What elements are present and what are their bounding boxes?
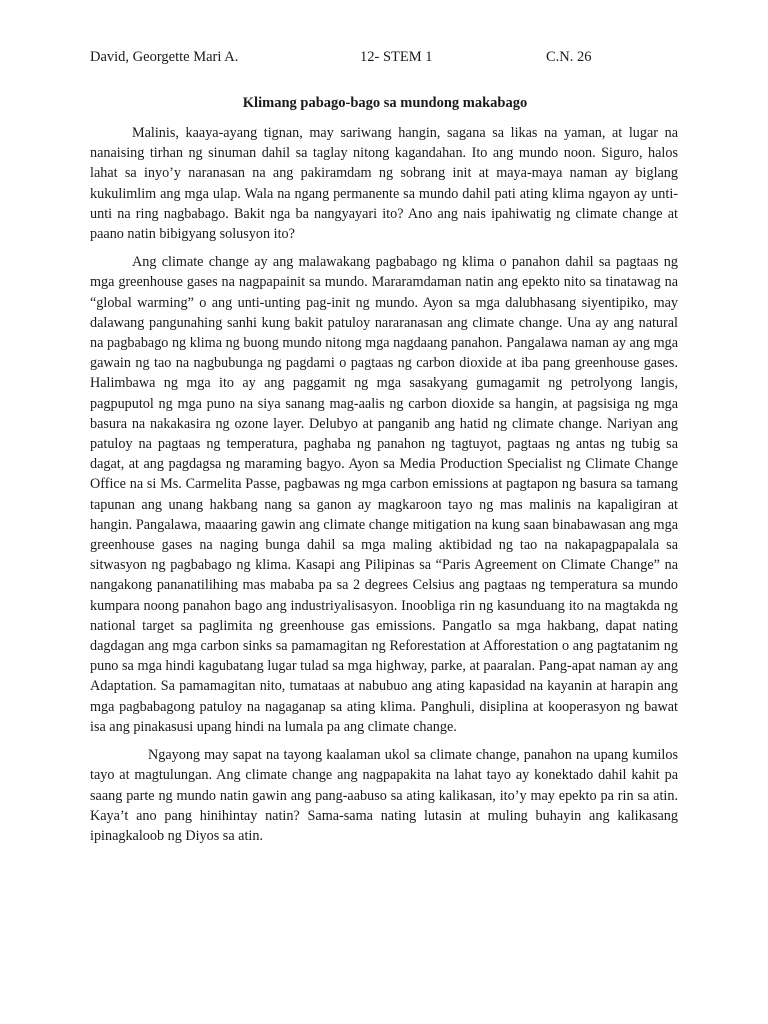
essay-paragraph-conclusion: Ngayong may sapat na tayong kaalaman ukol sa climate change, panahon na upang kumilos tayo at magtulungan. Ang climate change ang nagpapakita na lahat tayo ay konektado dahil kahit pa saang parte ng mundo natin gawin ang pang-aabuso sa ating kalikasan, ito’y may epekto pa rin sa atin. Kaya’t ano pang hinihintay natin? Sama-sama nating lutasin at muling buhayin ang kalikasang ipinagkaloob ng Diyos sa atin. (90, 747, 678, 844)
essay-body (90, 123, 678, 854)
class-number: C.N. 26 (546, 49, 592, 65)
essay-paragraph-intro: Malinis, kaaya-ayang tignan, may sariwang hangin, sagana sa likas na yaman, at lugar na nanaising tirhan ng sinuman dahil sa taglay nitong kagandahan. Ito ang mundo noon. Siguro, halos lahat sa inyo’y naranasan na ang pakiramdam ng sobrang init at maya-maya naman ay biglang kukulimlim ang mga ulap. Wala na ngang permanente sa mundo dahil pati ating klima ngayon ay unti-unti na ring nagbabago. Bakit nga ba nangyayari ito? Ano ang nais ipahiwatig ng climate change at paano natin bibigyang solusyon ito? (90, 125, 678, 243)
document-header (90, 47, 680, 67)
student-name: David, Georgette Mari A. (90, 49, 239, 65)
essay-title: Klimang pabago-bago sa mundong makabago (242, 95, 528, 111)
essay-paragraph-body: Ang climate change ay ang malawakang pagbabago ng klima o panahon dahil sa pagtaas ng mga greenhouse gases na nagpapainit sa mundo. Mararamdaman natin ang epekto nito sa tinatawag na “global warming” o ang unti-unting pag-init ng mundo. Ayon sa mga dalubhasang siyentipiko, may dalawang pangunahing sanhi kung bakit patuloy nararanasan ang climate change. Una ay ang natural na pagbabago ng klima ng buong mundo nitong mga nagdaang panahon. Pangalawa naman ay ang mga gawain ng tao na nagbubunga ng pagdami o pagtaas ng carbon dioxide at iba pang greenhouse gases. Halimbawa ng mga ito ay ang paggamit ng mga sasakyang gumagamit ng petrolyong langis, pagpuputol ng mga puno na siya sanang mag-aalis ng carbon dioxide sa hangin, at pagsisiga ng mga basura na nakakasira ng ozone layer. Delubyo at panganib ang hatid ng climate change. Nariyan ang patuloy na pagtaas ng temperatura, paghaba ng panahon ng tagtuyot, pagtaas ng antas ng tubig sa dagat, at ang pagdagsa ng maraming bagyo. Ayon sa Media Production Specialist ng Climate Change Office na si Ms. Carmelita Passe, pagbawas ng mga carbon emissions at pagtapon ng basura sa tamang tapunan ang unang hakbang nang sa ganon ay magkaroon tayo ng mas malinis na kapaligiran at hangin. Pangalawa, maaaring gawin ang climate change mitigation na kung saan binabawasan ang mga greenhouse gases na naging bunga dahil sa mga maling aktibidad ng tao na nakapagpapalala sa sitwasyon ng pagbabago ng klima. Kasapi ang Pilipinas sa “Paris Agreement on Climate Change” na nangakong pananatilihing mas mababa pa sa 2 degrees Celsius ang pagtaas ng temperatura sa mundo kumpara noong panahon bago ang industriyalisasyon. Inoobliga rin ng kasunduang ito na magtakda ng national target sa paglimita ng greenhouse gas emissions. Pangatlo sa mga hakbang, dapat nating dagdagan ang mga carbon sinks sa pamamagitan ng Reforestation at Afforestation o ang pagtatanim ng puno sa mga hindi kagubatang lugar tulad sa mga highway, parke, at paaralan. Pang-apat naman ay ang Adaptation. Sa pamamagitan nito, tumataas at nabubuo ang ating kapasidad na kayanin at harapin ang mga pagbabagong patuloy na nagaganap sa ating klima. Panghuli, disiplina at kooperasyon ng bawat isa ang pinakasusi upang hindi na lumala pa ang climate change. (90, 254, 678, 735)
student-section: 12- STEM 1 (360, 49, 433, 65)
